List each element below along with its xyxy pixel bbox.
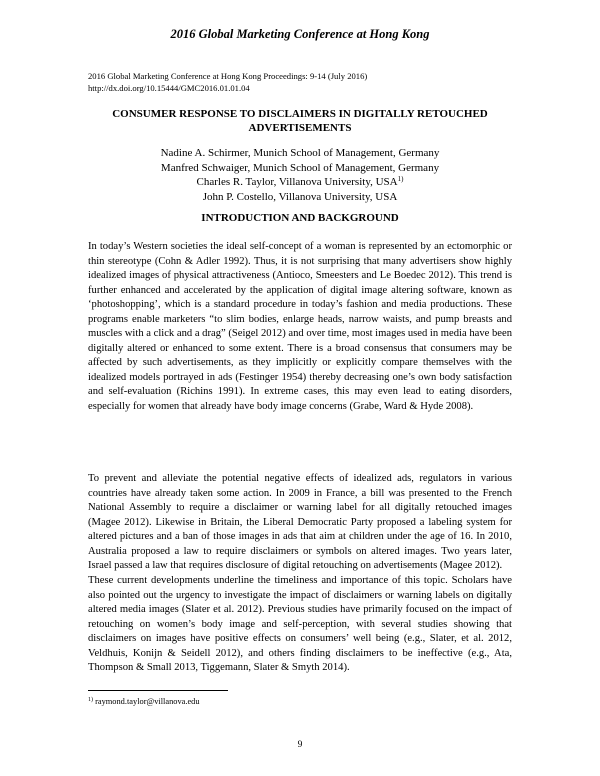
footnote-email: raymond.taylor@villanova.edu	[93, 697, 200, 706]
author-line: Manfred Schwaiger, Munich School of Management, Germany	[160, 161, 440, 174]
author-line	[0, 175, 600, 190]
footnote-marker: 1)	[397, 175, 404, 184]
author-line: Nadine A. Schirmer, Munich School of Management, Germany	[160, 147, 440, 159]
author-list	[0, 146, 600, 205]
footnote-mark: 1)	[88, 697, 93, 703]
paper-title: CONSUMER RESPONSE TO DISCLAIMERS IN DIGITALLY RETOUCHED ADVERTISEMENTS	[112, 108, 488, 134]
body-paragraph: These current developments underline the timeliness and importance of this topic. Scholars have also pointed out the urgency to investigate the impact of disclaimers or warning labels on digitally altered media images (Slater et al. 2012). Previous studies have primarily focused on the impact of retouching on women’s body image and self-perception, with several studies showing that disclaimers on images have positive effects on consumers’ well being (e.g., Slater, et al. 2012, Veldhuis, Konijn & Seidell 2012), and others finding disclaimers to be ineffective (e.g., Ata, Thompson & Small 2013, Tiggemann, Slater & Smyth 2014).	[88, 575, 512, 673]
page-number: 9	[297, 740, 303, 750]
running-header: 2016 Global Marketing Conference at Hong Kong	[170, 27, 430, 41]
proceedings-line: 2016 Global Marketing Conference at Hong Kong Proceedings: 9-14 (July 2016)	[88, 71, 368, 81]
author-name: Charles R. Taylor, Villanova University, USA	[196, 176, 398, 189]
body-paragraph: In today’s Western societies the ideal self-concept of a woman is represented by an ectomorphic or thin stereotype (Cohn & Adler 1992). Thus, it is not surprising that many advertisers show highly idealized images of physical attractiveness (Antioco, Smeesters and Le Boedec 2012). This trend is further enhanced and accelerated by the application of digital image altering software, known as ‘photoshopping’, which is a standard procedure in today’s fashion and media productions. These programs enable marketers “to slim bodies, enlarge heads, narrow waists, and pump breasts and muscles with a click and a drag” (Seigel 2012) and over time, most images used in media have been digitally altered or enhanced to some extent. There is a broad consensus that consumers may be affected by such advertisements, as they implicitly or explicitly compare themselves with the idealized models portrayed in ads (Festinger 1954) thereby decreasing one’s own body satisfaction and self-evaluation (Richins 1991). In extreme cases, this may even lead to eating disorders, especially for women that already have body image concerns (Grabe, Ward & Hyde 2008).	[88, 241, 512, 412]
footnote-divider	[88, 690, 228, 691]
doi-line: http://dx.doi.org/10.15444/GMC2016.01.01.04	[88, 82, 250, 93]
section-heading: INTRODUCTION AND BACKGROUND	[201, 212, 399, 224]
body-paragraph: To prevent and alleviate the potential negative effects of idealized ads, regulators in various countries have already taken some action. In 2009 in France, a bill was presented to the French National Assembly to require a disclaimer or warning label for all digitally retouched images (Magee 2012). Likewise in Britain, the Liberal Democratic Party proposed a labeling system for altered pictures and a ban of those images in ads that aim at children under the age of 16. In 2010, Australia proposed a law to require disclaimers or symbols on altered images. Two years later, Israel passed a law that requires disclosure of digital retouching on advertisements (Magee 2012).	[88, 473, 512, 571]
author-line: John P. Costello, Villanova University, USA	[202, 191, 398, 204]
footnote	[88, 697, 200, 706]
publication-meta	[88, 71, 367, 94]
